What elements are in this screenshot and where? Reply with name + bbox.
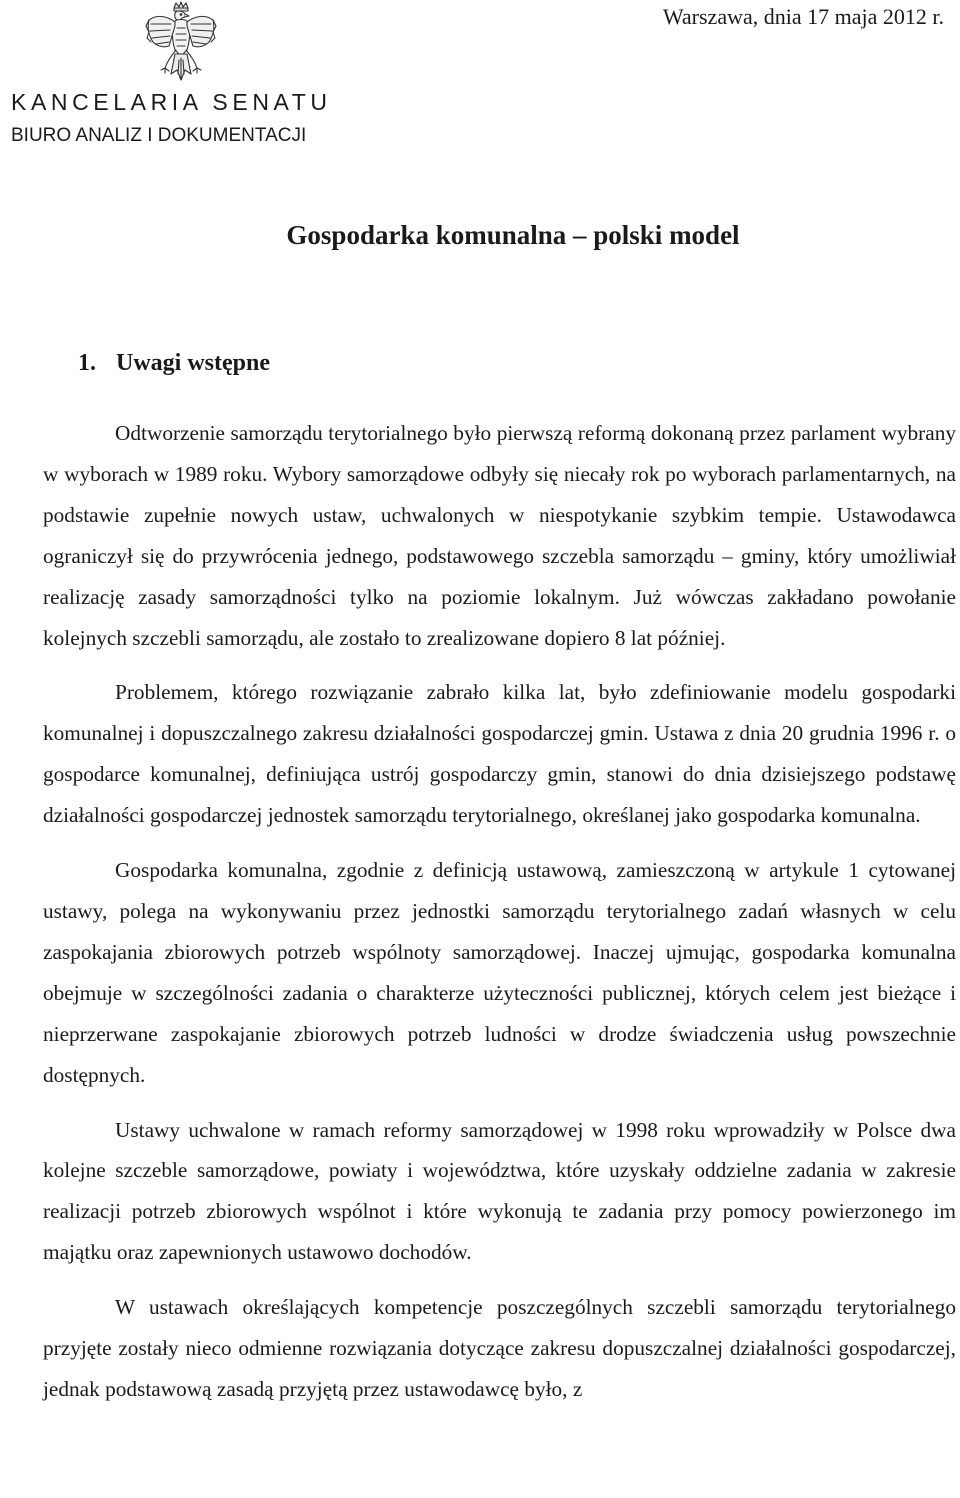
bureau-name: BIURO ANALIZ I DOKUMENTACJI [11, 125, 307, 146]
section-heading [78, 347, 270, 379]
paragraph: Gospodarka komunalna, zgodnie z definicją ustawową, zamieszczoną w artykule 1 cytowanej ustawy, polega na wykonywaniu przez jednostki samorządu terytorialnego zadań własnych w celu zaspokajania zbiorowych potrzeb wspólnoty samorządowej. Inaczej ujmując, gospodarka komunalna obejmuje w szczególności zadania o charakterze użyteczności publicznej, których celem jest bieżące i nieprzerwane zaspokajanie zbiorowych potrzeb ludności w drodze świadczenia usług powszechnie dostępnych. [43, 858, 956, 1087]
section-title: Uwagi wstępne [116, 350, 270, 376]
white-eagle-emblem-icon [143, 0, 219, 86]
section-number: 1. [78, 350, 96, 376]
office-name: KANCELARIA SENATU [11, 89, 332, 115]
body-text [43, 413, 956, 1424]
document-title: Gospodarka komunalna – polski model [286, 220, 740, 250]
paragraph: W ustawach określających kompetencje poszczególnych szczebli samorządu terytorialnego przyjęte zostały nieco odmienne rozwiązania dotyczące zakresu dopuszczalnej działalności gospodarczej, jednak podstawową zasadą przyjętą przez ustawodawcę było, z [43, 1295, 956, 1401]
document-date: Warszawa, dnia 17 maja 2012 r. [662, 4, 944, 29]
paragraph: Problemem, którego rozwiązanie zabrało kilka lat, było zdefiniowanie modelu gospodarki komunalnej i dopuszczalnego zakresu działalności gospodarczej gmin. Ustawa z dnia 20 grudnia 1996 r. o gospodarce komunalnej, definiująca ustrój gospodarczy gmin, stanowi do dnia dzisiejszego podstawę działalności gospodarczej jednostek samorządu terytorialnego, określanej jako gospodarka komunalna. [43, 680, 956, 828]
paragraph: Ustawy uchwalone w ramach reformy samorządowej w 1998 roku wprowadziły w Polsce dwa kolejne szczeble samorządowe, powiaty i województwa, które uzyskały oddzielne zadania w zakresie realizacji potrzeb zbiorowych wspólnot i które wykonują te zadania przy pomocy powierzonego im majątku oraz zapewnionych ustawowo dochodów. [43, 1117, 956, 1265]
paragraph: Odtworzenie samorządu terytorialnego było pierwszą reformą dokonaną przez parlament wybrany w wyborach w 1989 roku. Wybory samorządowe odbyły się niecały rok po wyborach parlamentarnych, na podstawie zupełnie nowych ustaw, uchwalonych w niespotykanie szybkim tempie. Ustawodawca ograniczył się do przywrócenia jednego, podstawowego szczebla samorządu – gminy, który umożliwiał realizację zasady samorządności tylko na poziomie lokalnym. Już wówczas zakładano powołanie kolejnych szczebli samorządu, ale zostało to zrealizowane dopiero 8 lat później. [43, 421, 956, 650]
